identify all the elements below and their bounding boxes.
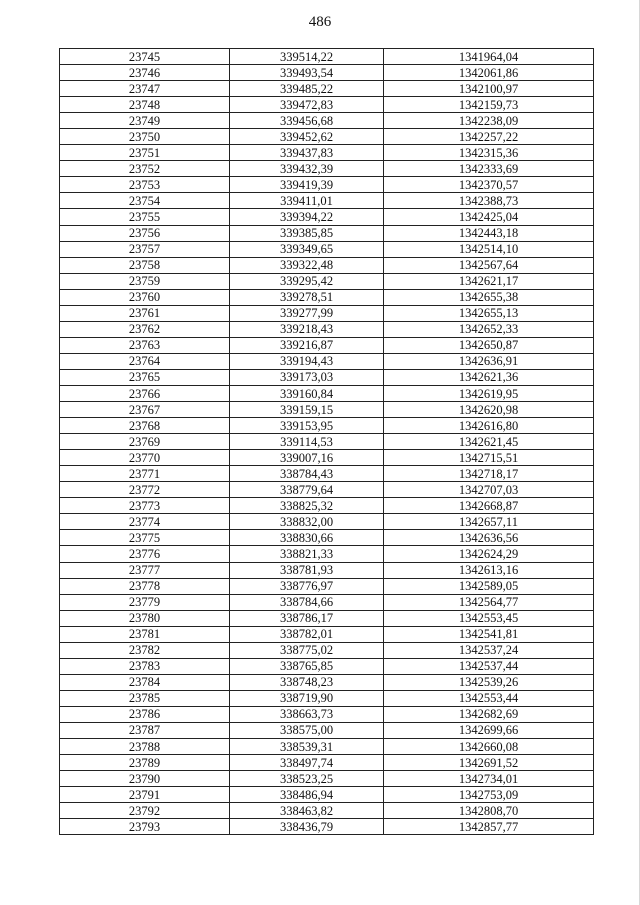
y-coordinate-cell: 1342652,33 [384, 321, 594, 337]
point-number-cell: 23781 [60, 626, 230, 642]
table-row [60, 177, 594, 193]
table-row [60, 161, 594, 177]
x-coordinate-cell: 338779,64 [230, 482, 384, 498]
x-coordinate-cell: 339452,62 [230, 129, 384, 145]
x-coordinate-cell: 338825,32 [230, 498, 384, 514]
page-number: 486 [308, 14, 332, 30]
table-row [60, 337, 594, 353]
y-coordinate-cell: 1342619,95 [384, 385, 594, 401]
table-row [60, 418, 594, 434]
x-coordinate-cell: 338830,66 [230, 530, 384, 546]
y-coordinate-cell: 1342650,87 [384, 337, 594, 353]
x-coordinate-cell: 339485,22 [230, 81, 384, 97]
x-coordinate-cell: 339472,83 [230, 97, 384, 113]
x-coordinate-cell: 338575,00 [230, 722, 384, 738]
x-coordinate-cell: 339160,84 [230, 385, 384, 401]
table-row [60, 674, 594, 690]
point-number-cell: 23753 [60, 177, 230, 193]
point-number-cell: 23751 [60, 145, 230, 161]
y-coordinate-cell: 1342621,17 [384, 273, 594, 289]
table-row [60, 466, 594, 482]
x-coordinate-cell: 338719,90 [230, 690, 384, 706]
table-row [60, 819, 594, 835]
y-coordinate-cell: 1342620,98 [384, 402, 594, 418]
table-row [60, 610, 594, 626]
table-row [60, 241, 594, 257]
table-row [60, 739, 594, 755]
point-number-cell: 23763 [60, 337, 230, 353]
x-coordinate-cell: 338523,25 [230, 771, 384, 787]
x-coordinate-cell: 338497,74 [230, 755, 384, 771]
table-row [60, 273, 594, 289]
table-row [60, 369, 594, 385]
x-coordinate-cell: 338765,85 [230, 658, 384, 674]
x-coordinate-cell: 339437,83 [230, 145, 384, 161]
table-row [60, 642, 594, 658]
point-number-cell: 23786 [60, 706, 230, 722]
y-coordinate-cell: 1342691,52 [384, 755, 594, 771]
table-row [60, 209, 594, 225]
y-coordinate-cell: 1342636,91 [384, 353, 594, 369]
y-coordinate-cell: 1342564,77 [384, 594, 594, 610]
x-coordinate-cell: 339432,39 [230, 161, 384, 177]
y-coordinate-cell: 1342589,05 [384, 578, 594, 594]
x-coordinate-cell: 338663,73 [230, 706, 384, 722]
point-number-cell: 23772 [60, 482, 230, 498]
point-number-cell: 23766 [60, 385, 230, 401]
table-row [60, 562, 594, 578]
point-number-cell: 23787 [60, 722, 230, 738]
y-coordinate-cell: 1342657,11 [384, 514, 594, 530]
point-number-cell: 23782 [60, 642, 230, 658]
point-number-cell: 23780 [60, 610, 230, 626]
point-number-cell: 23761 [60, 305, 230, 321]
y-coordinate-cell: 1342621,45 [384, 434, 594, 450]
y-coordinate-cell: 1342567,64 [384, 257, 594, 273]
table-row [60, 787, 594, 803]
y-coordinate-cell: 1342553,44 [384, 690, 594, 706]
table-row [60, 193, 594, 209]
x-coordinate-cell: 339114,53 [230, 434, 384, 450]
table-row [60, 289, 594, 305]
x-coordinate-cell: 339007,16 [230, 450, 384, 466]
point-number-cell: 23773 [60, 498, 230, 514]
table-row [60, 145, 594, 161]
x-coordinate-cell: 338821,33 [230, 546, 384, 562]
table-row [60, 658, 594, 674]
coordinates-table-body [60, 49, 594, 835]
x-coordinate-cell: 339394,22 [230, 209, 384, 225]
table-row [60, 353, 594, 369]
table-row [60, 321, 594, 337]
y-coordinate-cell: 1342443,18 [384, 225, 594, 241]
y-coordinate-cell: 1342616,80 [384, 418, 594, 434]
x-coordinate-cell: 339295,42 [230, 273, 384, 289]
point-number-cell: 23785 [60, 690, 230, 706]
point-number-cell: 23789 [60, 755, 230, 771]
y-coordinate-cell: 1342857,77 [384, 819, 594, 835]
point-number-cell: 23758 [60, 257, 230, 273]
table-row [60, 578, 594, 594]
x-coordinate-cell: 339153,95 [230, 418, 384, 434]
point-number-cell: 23776 [60, 546, 230, 562]
y-coordinate-cell: 1342537,44 [384, 658, 594, 674]
y-coordinate-cell: 1342061,86 [384, 65, 594, 81]
point-number-cell: 23775 [60, 530, 230, 546]
table-row [60, 257, 594, 273]
y-coordinate-cell: 1342655,13 [384, 305, 594, 321]
x-coordinate-cell: 338748,23 [230, 674, 384, 690]
y-coordinate-cell: 1342315,36 [384, 145, 594, 161]
table-row [60, 225, 594, 241]
point-number-cell: 23767 [60, 402, 230, 418]
y-coordinate-cell: 1342159,73 [384, 97, 594, 113]
table-row [60, 129, 594, 145]
point-number-cell: 23749 [60, 113, 230, 129]
point-number-cell: 23765 [60, 369, 230, 385]
x-coordinate-cell: 339419,39 [230, 177, 384, 193]
point-number-cell: 23759 [60, 273, 230, 289]
x-coordinate-cell: 339278,51 [230, 289, 384, 305]
y-coordinate-cell: 1342621,36 [384, 369, 594, 385]
table-row [60, 803, 594, 819]
table-row [60, 113, 594, 129]
point-number-cell: 23778 [60, 578, 230, 594]
x-coordinate-cell: 339218,43 [230, 321, 384, 337]
table-row [60, 530, 594, 546]
y-coordinate-cell: 1342388,73 [384, 193, 594, 209]
x-coordinate-cell: 338436,79 [230, 819, 384, 835]
table-row [60, 450, 594, 466]
x-coordinate-cell: 338784,43 [230, 466, 384, 482]
x-coordinate-cell: 339173,03 [230, 369, 384, 385]
x-coordinate-cell: 339216,87 [230, 337, 384, 353]
point-number-cell: 23769 [60, 434, 230, 450]
x-coordinate-cell: 338832,00 [230, 514, 384, 530]
x-coordinate-cell: 339514,22 [230, 49, 384, 65]
x-coordinate-cell: 339456,68 [230, 113, 384, 129]
y-coordinate-cell: 1342707,03 [384, 482, 594, 498]
y-coordinate-cell: 1342636,56 [384, 530, 594, 546]
point-number-cell: 23750 [60, 129, 230, 145]
x-coordinate-cell: 338463,82 [230, 803, 384, 819]
table-row [60, 722, 594, 738]
x-coordinate-cell: 339159,15 [230, 402, 384, 418]
table-row [60, 305, 594, 321]
table-row [60, 626, 594, 642]
y-coordinate-cell: 1342541,81 [384, 626, 594, 642]
point-number-cell: 23779 [60, 594, 230, 610]
point-number-cell: 23784 [60, 674, 230, 690]
y-coordinate-cell: 1341964,04 [384, 49, 594, 65]
x-coordinate-cell: 338486,94 [230, 787, 384, 803]
x-coordinate-cell: 338776,97 [230, 578, 384, 594]
point-number-cell: 23783 [60, 658, 230, 674]
point-number-cell: 23757 [60, 241, 230, 257]
point-number-cell: 23756 [60, 225, 230, 241]
table-row [60, 97, 594, 113]
y-coordinate-cell: 1342425,04 [384, 209, 594, 225]
table-row [60, 385, 594, 401]
y-coordinate-cell: 1342553,45 [384, 610, 594, 626]
x-coordinate-cell: 339493,54 [230, 65, 384, 81]
point-number-cell: 23764 [60, 353, 230, 369]
table-row [60, 514, 594, 530]
point-number-cell: 23746 [60, 65, 230, 81]
x-coordinate-cell: 338786,17 [230, 610, 384, 626]
y-coordinate-cell: 1342699,66 [384, 722, 594, 738]
y-coordinate-cell: 1342370,57 [384, 177, 594, 193]
point-number-cell: 23760 [60, 289, 230, 305]
table-row [60, 771, 594, 787]
table-row [60, 49, 594, 65]
y-coordinate-cell: 1342655,38 [384, 289, 594, 305]
point-number-cell: 23792 [60, 803, 230, 819]
x-coordinate-cell: 338539,31 [230, 739, 384, 755]
x-coordinate-cell: 338782,01 [230, 626, 384, 642]
x-coordinate-cell: 339385,85 [230, 225, 384, 241]
y-coordinate-cell: 1342333,69 [384, 161, 594, 177]
table-row [60, 546, 594, 562]
y-coordinate-cell: 1342257,22 [384, 129, 594, 145]
y-coordinate-cell: 1342715,51 [384, 450, 594, 466]
point-number-cell: 23745 [60, 49, 230, 65]
y-coordinate-cell: 1342808,70 [384, 803, 594, 819]
table-row [60, 690, 594, 706]
y-coordinate-cell: 1342100,97 [384, 81, 594, 97]
y-coordinate-cell: 1342718,17 [384, 466, 594, 482]
point-number-cell: 23774 [60, 514, 230, 530]
table-row [60, 65, 594, 81]
x-coordinate-cell: 339322,48 [230, 257, 384, 273]
point-number-cell: 23791 [60, 787, 230, 803]
y-coordinate-cell: 1342682,69 [384, 706, 594, 722]
point-number-cell: 23762 [60, 321, 230, 337]
point-number-cell: 23754 [60, 193, 230, 209]
table-row [60, 482, 594, 498]
point-number-cell: 23777 [60, 562, 230, 578]
y-coordinate-cell: 1342668,87 [384, 498, 594, 514]
x-coordinate-cell: 338781,93 [230, 562, 384, 578]
point-number-cell: 23755 [60, 209, 230, 225]
table-row [60, 706, 594, 722]
x-coordinate-cell: 338775,02 [230, 642, 384, 658]
point-number-cell: 23771 [60, 466, 230, 482]
x-coordinate-cell: 339349,65 [230, 241, 384, 257]
y-coordinate-cell: 1342753,09 [384, 787, 594, 803]
point-number-cell: 23788 [60, 739, 230, 755]
y-coordinate-cell: 1342624,29 [384, 546, 594, 562]
y-coordinate-cell: 1342734,01 [384, 771, 594, 787]
table-row [60, 402, 594, 418]
x-coordinate-cell: 338784,66 [230, 594, 384, 610]
point-number-cell: 23790 [60, 771, 230, 787]
table-row [60, 434, 594, 450]
coordinates-table [59, 48, 594, 835]
point-number-cell: 23748 [60, 97, 230, 113]
point-number-cell: 23747 [60, 81, 230, 97]
point-number-cell: 23793 [60, 819, 230, 835]
y-coordinate-cell: 1342238,09 [384, 113, 594, 129]
point-number-cell: 23752 [60, 161, 230, 177]
table-row [60, 81, 594, 97]
y-coordinate-cell: 1342539,26 [384, 674, 594, 690]
x-coordinate-cell: 339194,43 [230, 353, 384, 369]
point-number-cell: 23770 [60, 450, 230, 466]
x-coordinate-cell: 339411,01 [230, 193, 384, 209]
point-number-cell: 23768 [60, 418, 230, 434]
x-coordinate-cell: 339277,99 [230, 305, 384, 321]
table-row [60, 755, 594, 771]
y-coordinate-cell: 1342514,10 [384, 241, 594, 257]
y-coordinate-cell: 1342660,08 [384, 739, 594, 755]
y-coordinate-cell: 1342613,16 [384, 562, 594, 578]
table-row [60, 498, 594, 514]
table-row [60, 594, 594, 610]
y-coordinate-cell: 1342537,24 [384, 642, 594, 658]
